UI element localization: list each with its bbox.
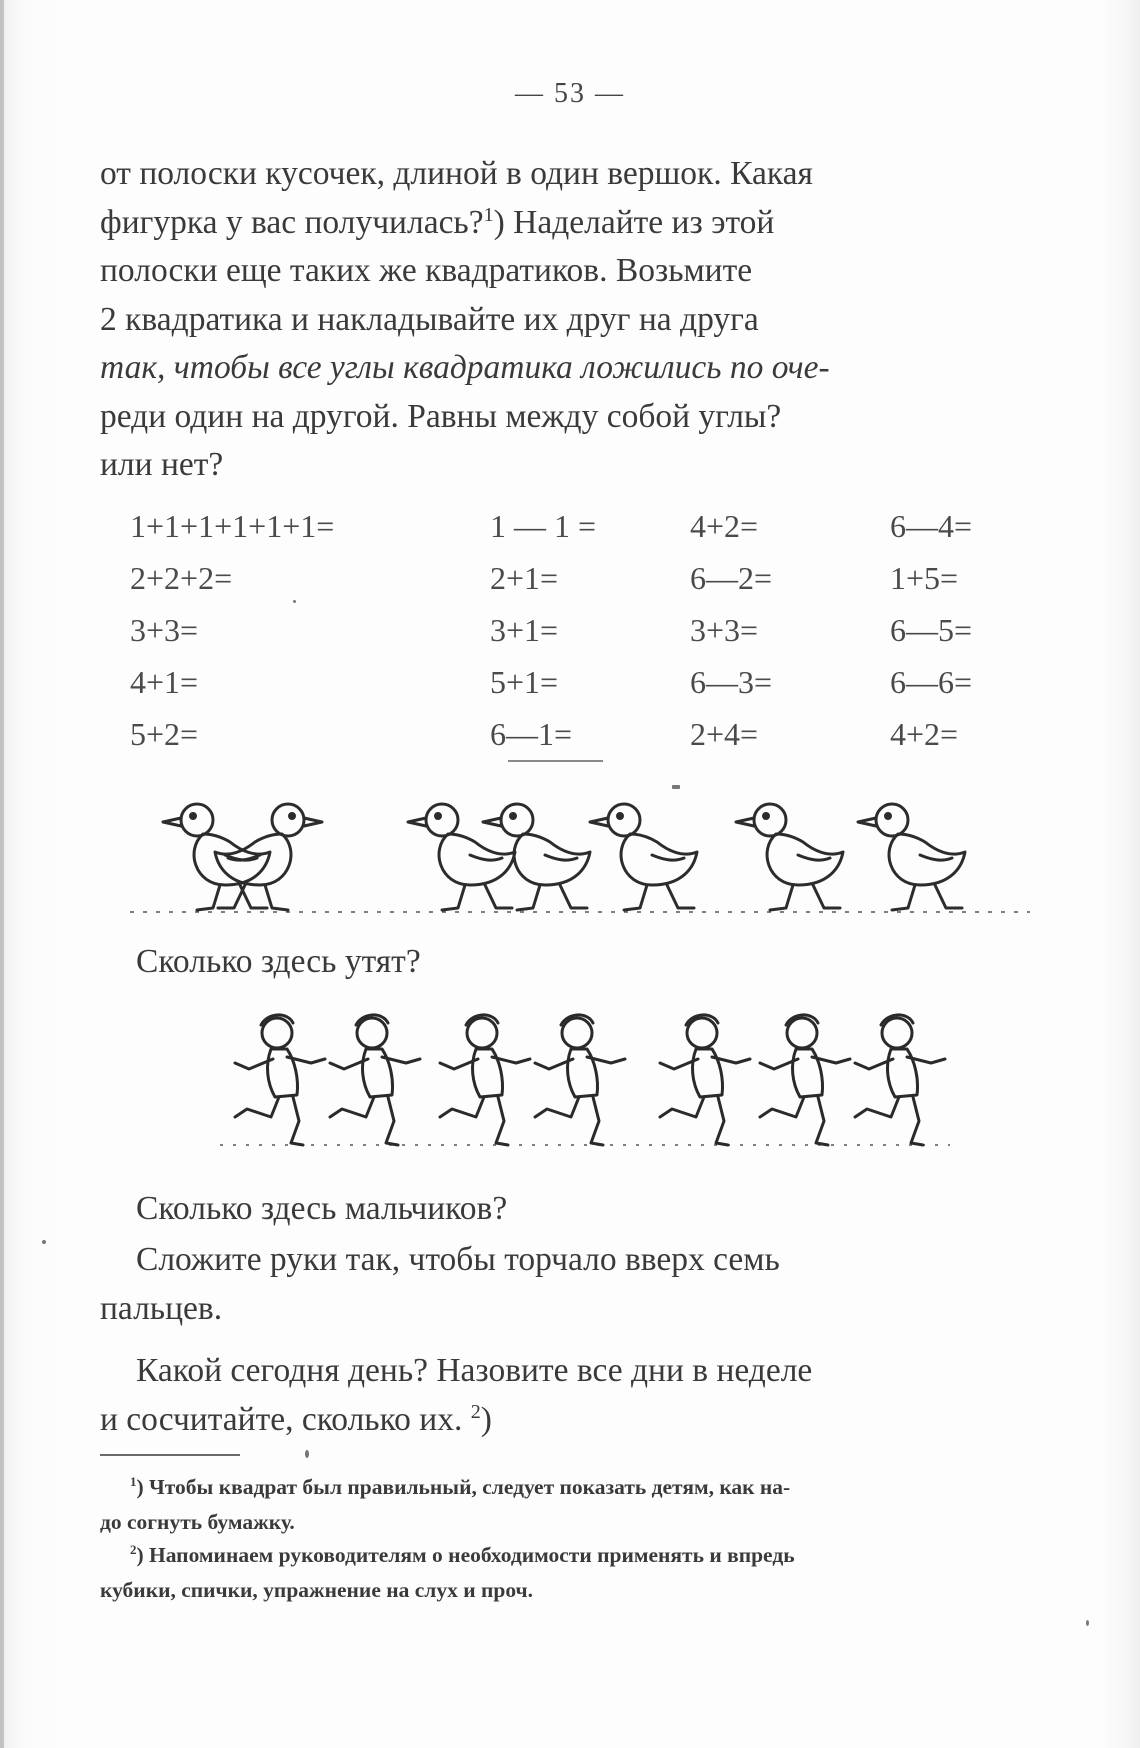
text-fragment: ) Наделайте из этой bbox=[493, 203, 775, 241]
footnote-text: кубики, спички, упражнение на слух и проч. bbox=[100, 1578, 534, 1602]
running-boy-figure bbox=[440, 1015, 530, 1145]
footnote-reference: 1 bbox=[483, 203, 494, 226]
footnote-2 bbox=[100, 1538, 1030, 1608]
text-fragment: ) Чтобы квадрат был правильный, следует показать детям, как на- bbox=[136, 1475, 791, 1499]
equation-row bbox=[130, 656, 1040, 708]
arithmetic-exercises-table bbox=[130, 500, 1040, 760]
equation-cell: 2+2+2= bbox=[130, 559, 233, 596]
ducks-row-illustration bbox=[0, 790, 1140, 930]
text-line: 2 квадратика и накладывайте их друг на друга bbox=[100, 300, 759, 338]
duckling-figure bbox=[590, 804, 697, 910]
text-line: так, чтобы все углы квадратика ложились по оче- bbox=[100, 349, 830, 386]
running-boy-figure bbox=[535, 1015, 625, 1145]
text-fragment: и сосчитайте, сколько их. bbox=[100, 1400, 463, 1438]
equation-cell: 6—6= bbox=[890, 663, 973, 700]
scan-speck bbox=[672, 785, 680, 789]
text-line bbox=[100, 199, 1045, 248]
section-divider bbox=[508, 760, 603, 762]
equation-cell: 4+2= bbox=[890, 715, 959, 752]
equation-cell: 4+1= bbox=[130, 663, 199, 700]
text-line: Какой сегодня день? Назовите все дни в неделе bbox=[136, 1352, 813, 1389]
equation-cell: 1+5= bbox=[890, 559, 959, 596]
duckling-figure bbox=[736, 804, 843, 910]
scan-speck bbox=[293, 600, 296, 603]
running-boys-row-illustration bbox=[0, 1005, 1140, 1170]
running-boy-figure bbox=[660, 1015, 750, 1145]
footnote-mark: 2 bbox=[130, 1542, 137, 1557]
scan-speck bbox=[305, 1450, 309, 1458]
text-fragment: ) Напоминаем руководителям о необходимости применять и впредь bbox=[136, 1543, 795, 1567]
equation-cell: 2+4= bbox=[690, 715, 759, 752]
duckling-figure bbox=[858, 804, 965, 910]
equation-cell: 6—4= bbox=[890, 507, 973, 544]
equation-cell: 6—2= bbox=[690, 559, 773, 596]
paragraph-squares-exercise bbox=[100, 150, 1045, 490]
footnote-reference: 2 bbox=[470, 1400, 481, 1423]
text-line: Сложите руки так, чтобы торчало вверх семь bbox=[136, 1241, 780, 1278]
ducks-question: Сколько здесь утят? bbox=[136, 943, 421, 980]
footnote-text: до согнуть бумажку. bbox=[100, 1510, 295, 1534]
footnote-text bbox=[100, 1538, 1030, 1573]
equation-cell: 1+1+1+1+1+1= bbox=[130, 507, 335, 544]
text-line: от полоски кусочек, длиной в один вершок. Какая bbox=[100, 155, 813, 192]
equation-cell: 1 — 1 = bbox=[490, 507, 597, 544]
equation-cell: 3+3= bbox=[130, 611, 199, 648]
equation-cell: 6—3= bbox=[690, 663, 773, 700]
equation-cell: 3+1= bbox=[490, 611, 559, 648]
equation-cell: 5+1= bbox=[490, 663, 559, 700]
equation-row bbox=[130, 708, 1040, 760]
footnote-mark: 1 bbox=[130, 1474, 137, 1489]
text-fragment: фигурка у вас получилась? bbox=[100, 203, 484, 241]
text-line: полоски еще таких же квадратиков. Возьмите bbox=[100, 252, 753, 289]
equation-row bbox=[130, 552, 1040, 604]
equation-cell: 5+2= bbox=[130, 715, 199, 752]
scan-speck bbox=[1086, 1620, 1089, 1626]
text-line bbox=[100, 1396, 1045, 1445]
text-line: или нет? bbox=[100, 446, 224, 483]
text-fragment: ) bbox=[480, 1400, 492, 1438]
text-line: пальцев. bbox=[100, 1289, 223, 1327]
footnote-1 bbox=[100, 1470, 1030, 1540]
equation-row bbox=[130, 500, 1040, 552]
equation-cell: 3+3= bbox=[690, 611, 759, 648]
equation-cell: 2+1= bbox=[490, 559, 559, 596]
equation-row bbox=[130, 604, 1040, 656]
footnote-separator bbox=[100, 1454, 240, 1456]
running-boy-figure bbox=[330, 1015, 420, 1145]
equation-cell: 4+2= bbox=[690, 507, 759, 544]
paragraph-gap bbox=[100, 1333, 1045, 1347]
running-boy-figure bbox=[235, 1015, 325, 1145]
duckling-figure bbox=[483, 804, 590, 910]
text-line: реди один на другой. Равны между собой углы? bbox=[100, 397, 782, 435]
running-boy-figure bbox=[855, 1015, 945, 1145]
paragraph-fingers-and-days bbox=[100, 1236, 1045, 1444]
equation-cell: 6—5= bbox=[890, 611, 973, 648]
footnote-text bbox=[100, 1470, 1030, 1505]
running-boy-figure bbox=[760, 1015, 850, 1145]
boys-question: Сколько здесь мальчиков? bbox=[136, 1190, 508, 1227]
equation-cell: 6—1= bbox=[490, 715, 573, 752]
scan-speck bbox=[42, 1240, 46, 1244]
page-number: — 53 — bbox=[515, 78, 625, 109]
